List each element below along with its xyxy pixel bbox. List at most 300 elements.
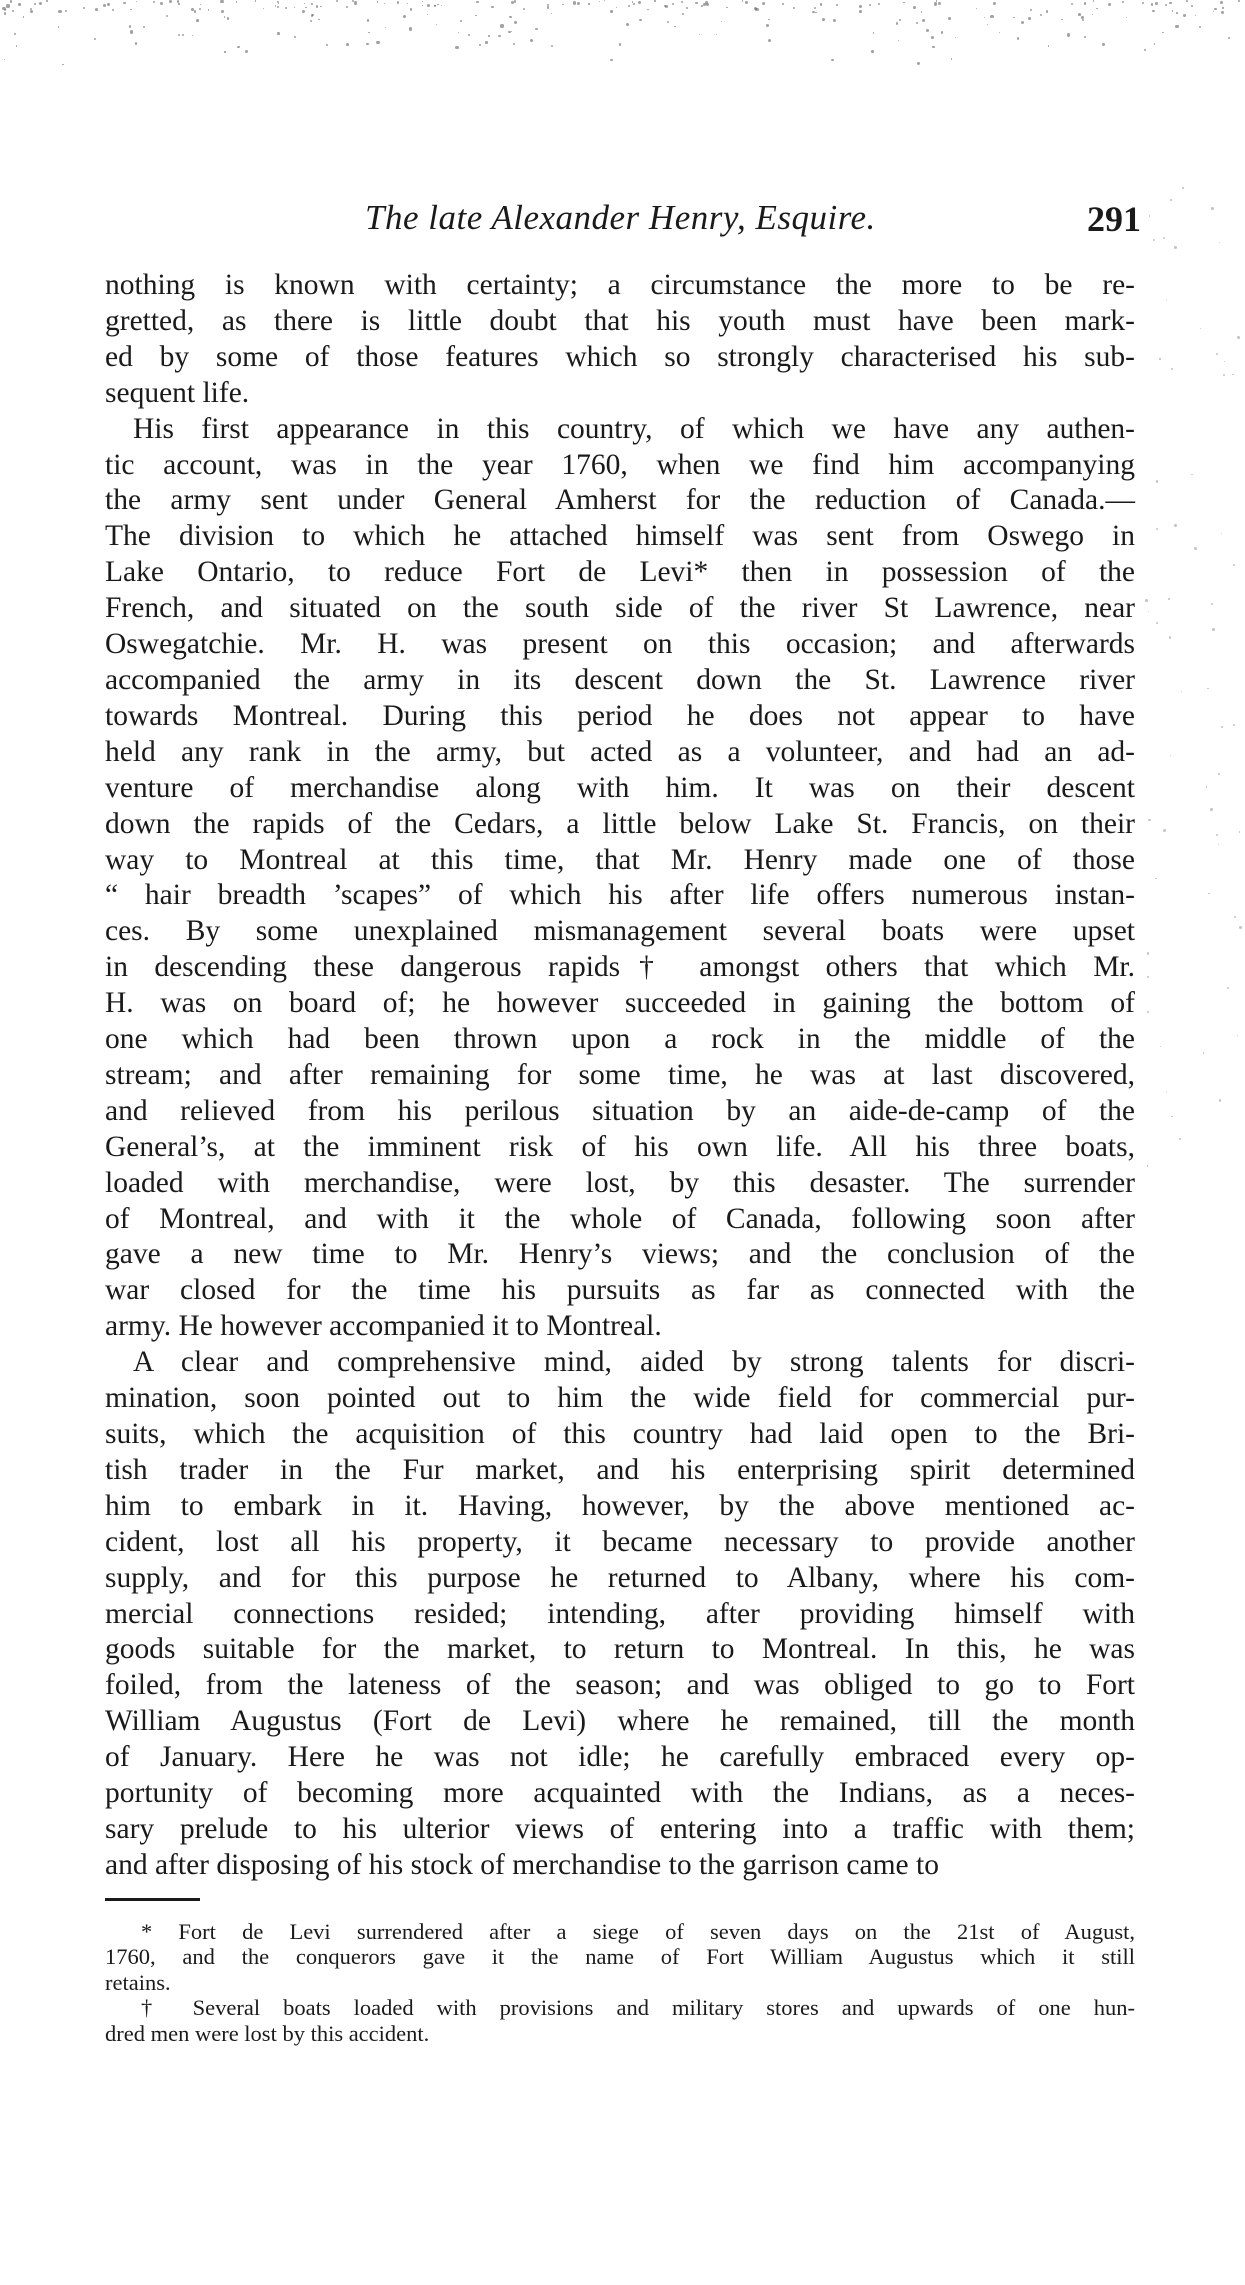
scan-speckle <box>815 12 816 13</box>
scan-speckle <box>1216 353 1218 355</box>
scan-speckle <box>200 4 201 5</box>
scan-speckle <box>762 2 765 5</box>
scan-speckle <box>14 33 16 35</box>
scan-speckle <box>4 12 7 15</box>
scan-speckle <box>227 17 229 19</box>
book-page <box>105 198 1141 2046</box>
scan-speckle <box>196 19 199 22</box>
scan-speckle <box>1126 17 1128 19</box>
text-line: cident, lost all his property, it became necessary to provide another <box>105 1525 1135 1558</box>
scan-speckle <box>107 3 109 5</box>
footnote-line: † Several boats loaded with provisions and military stores and upwards of one hun- <box>141 1995 1135 2021</box>
scan-speckle <box>682 13 684 15</box>
footnote-line: 1760, and the conquerors gave it the name of Fort William Augustus which it still <box>105 1944 1135 1970</box>
footnote-line: * Fort de Levi surrendered after a siege of seven days on the 21st of August, <box>141 1918 1135 1944</box>
scan-speckle <box>1147 976 1149 978</box>
scan-speckle <box>277 6 279 8</box>
text-line: supply, and for this purpose he returned to Albany, where his com- <box>105 1561 1135 1594</box>
scan-speckle <box>588 3 590 5</box>
scan-speckle <box>95 8 98 11</box>
scan-speckle <box>1238 0 1240 2</box>
scan-speckle <box>245 50 248 53</box>
scan-speckle <box>479 44 481 46</box>
scan-speckle <box>1191 474 1193 476</box>
scan-speckle <box>1207 688 1209 690</box>
scan-speckle <box>667 21 669 23</box>
text-line: army. He however accompanied it to Montreal. <box>105 1310 662 1343</box>
scan-speckle <box>346 43 349 46</box>
text-line: accompanied the army in its descent down the St. Lawrence river <box>105 663 1135 696</box>
scan-speckle <box>1071 3 1073 5</box>
text-line: the army sent under General Amherst for the reduction of Canada.— <box>105 484 1135 517</box>
scan-speckle <box>681 1 683 3</box>
scan-speckle <box>178 34 180 36</box>
running-title: The late Alexander Henry, Esquire. <box>365 198 876 237</box>
scan-speckle <box>1212 628 1215 631</box>
scan-speckle <box>742 0 743 1</box>
scan-speckle <box>1171 1116 1172 1117</box>
scan-speckle <box>990 15 993 18</box>
scan-speckle <box>1224 361 1225 362</box>
text-line: goods suitable for the market, to return to Montreal. In this, he was <box>105 1633 1135 1666</box>
scan-speckle <box>934 2 937 5</box>
scan-speckle <box>530 39 533 42</box>
scan-speckle <box>460 20 463 23</box>
scan-speckle <box>455 46 458 49</box>
scan-speckle <box>277 32 280 35</box>
scan-speckle <box>30 10 33 13</box>
scan-speckle <box>1179 1138 1181 1140</box>
scan-speckle <box>1211 603 1213 605</box>
page-number: 291 <box>1087 199 1141 239</box>
scan-speckle <box>475 15 476 16</box>
scan-speckle <box>921 11 922 12</box>
scan-speckle <box>1160 1046 1162 1048</box>
text-line: The division to which he attached himself was sent from Oswego in <box>105 520 1135 553</box>
scan-speckle <box>922 19 925 22</box>
scan-speckle <box>367 19 370 22</box>
text-line: French, and situated on the south side of the river St Lawrence, near <box>105 592 1135 625</box>
scan-speckle <box>199 8 202 11</box>
scan-speckle <box>1147 1011 1149 1013</box>
scan-speckle <box>1237 336 1240 339</box>
scan-speckle <box>871 50 873 52</box>
scan-speckle <box>638 1 641 4</box>
scan-speckle <box>1102 43 1105 46</box>
scan-speckle <box>1122 1 1124 3</box>
scan-speckle <box>1216 834 1218 836</box>
text-line: sequent life. <box>105 376 250 409</box>
scan-speckle <box>1159 358 1160 359</box>
text-line: held any rank in the army, but acted as a volunteer, and had an ad- <box>105 735 1135 768</box>
scan-speckle <box>1208 893 1209 894</box>
scan-speckle <box>1234 916 1236 918</box>
scan-speckle <box>716 34 717 35</box>
scan-speckle <box>34 3 36 5</box>
scan-speckle <box>236 1 237 2</box>
scan-speckle <box>1206 786 1208 788</box>
scan-speckle <box>1084 36 1086 38</box>
scan-speckle <box>573 1 576 4</box>
scan-speckle <box>639 19 641 21</box>
scan-speckle <box>1155 878 1157 880</box>
scan-speckle <box>1030 9 1032 11</box>
scan-speckle <box>1170 755 1171 756</box>
scan-speckle <box>1182 187 1184 189</box>
text-line: gave a new time to Mr. Henry’s views; and the conclusion of the <box>105 1238 1135 1271</box>
scan-speckle <box>812 11 815 14</box>
scan-speckle <box>500 24 503 27</box>
scan-speckle <box>898 40 899 41</box>
scan-speckle <box>514 21 517 24</box>
scan-speckle <box>859 10 862 13</box>
scan-speckle <box>224 51 225 52</box>
scan-speckle <box>427 4 430 7</box>
footnote-rule <box>105 1898 200 1901</box>
scan-speckle <box>65 10 67 12</box>
scan-speckle <box>160 2 163 5</box>
scan-speckle <box>833 19 836 22</box>
scan-speckle <box>1169 2 1171 4</box>
scan-speckle <box>1092 14 1094 16</box>
scan-speckle <box>376 41 379 44</box>
scan-speckle <box>468 34 470 36</box>
scan-speckle <box>938 2 941 5</box>
scan-speckle <box>1222 7 1223 8</box>
scan-speckle <box>94 38 96 40</box>
scan-speckle <box>304 3 305 4</box>
scan-speckle <box>305 7 307 9</box>
scan-speckle <box>1148 819 1150 821</box>
scan-speckle <box>984 17 985 18</box>
scan-speckle <box>407 3 408 4</box>
scan-speckle <box>1221 11 1224 14</box>
scan-speckle <box>721 21 722 22</box>
scan-speckle <box>169 0 172 3</box>
scan-speckle <box>58 26 60 28</box>
scan-speckle <box>278 3 279 4</box>
scan-speckle <box>427 14 428 15</box>
scan-speckle <box>208 9 209 10</box>
scan-speckle <box>130 9 132 11</box>
scan-speckle <box>511 1 514 4</box>
scan-speckle <box>604 0 605 1</box>
scan-speckle <box>1156 622 1158 624</box>
scan-speckle <box>674 26 676 28</box>
scan-speckle <box>491 6 494 9</box>
scan-speckle <box>476 1 478 3</box>
scan-speckle <box>1108 3 1111 6</box>
scan-speckle <box>547 4 549 6</box>
scan-speckle <box>434 5 436 7</box>
scan-speckle <box>1191 5 1193 7</box>
scan-speckle <box>285 7 287 9</box>
scan-speckle <box>1210 808 1213 811</box>
scan-speckle <box>294 36 297 39</box>
scan-speckle <box>917 62 920 65</box>
scan-speckle <box>1233 724 1235 726</box>
text-line: and after disposing of his stock of merchandise to the garrison came to <box>105 1848 939 1881</box>
scan-speckle <box>616 7 617 8</box>
scan-speckle <box>1203 1052 1204 1053</box>
scan-speckle <box>896 22 899 25</box>
text-line: of January. Here he was not idle; he carefully embraced every op- <box>105 1741 1135 1774</box>
scan-speckle <box>302 10 305 13</box>
text-line: him to embark in it. Having, however, by the above mentioned ac- <box>105 1489 1135 1522</box>
scan-speckle <box>508 31 510 33</box>
scan-speckle <box>1218 844 1219 845</box>
scan-speckle <box>1013 17 1015 19</box>
text-line: Oswegatchie. Mr. H. was present on this occasion; and afterwards <box>105 628 1135 661</box>
scan-speckle <box>437 4 439 6</box>
text-line: General’s, at the imminent risk of his own life. All his three boats, <box>105 1130 1135 1163</box>
scan-speckle <box>1175 25 1178 28</box>
text-line: stream; and after remaining for some time, he was at last discovered, <box>105 1058 1135 1091</box>
scan-speckle <box>610 59 613 62</box>
scan-speckle <box>1149 215 1150 216</box>
text-line: one which had been thrown upon a rock in the middle of the <box>105 1023 1135 1056</box>
scan-speckle <box>672 3 674 5</box>
scan-speckle <box>936 0 938 2</box>
scan-speckle <box>129 25 131 27</box>
text-line: war closed for the time his pursuits as far as connected with the <box>105 1274 1135 1307</box>
scan-speckle <box>1221 726 1223 728</box>
scan-speckle <box>1156 528 1158 530</box>
scan-speckle <box>18 3 21 6</box>
scan-speckle <box>619 43 622 46</box>
scan-speckle <box>354 1 357 4</box>
scan-speckle <box>1214 8 1216 10</box>
scan-speckle <box>1168 598 1169 599</box>
scan-speckle <box>878 3 880 5</box>
scan-speckle <box>1211 207 1214 210</box>
scan-speckle <box>999 32 1001 34</box>
scan-speckle <box>654 0 655 1</box>
scan-speckle <box>1061 19 1062 20</box>
scan-speckle <box>1174 524 1176 526</box>
scan-speckle <box>768 39 771 42</box>
scan-speckle <box>1232 374 1234 376</box>
text-line: sary prelude to his ulterior views of entering into a traffic with them; <box>105 1812 1135 1845</box>
scan-speckle <box>275 5 276 6</box>
scan-speckle <box>488 35 490 37</box>
scan-speckle <box>822 18 825 21</box>
scan-speckle <box>768 19 770 21</box>
scan-speckle <box>1228 37 1230 39</box>
scan-speckle <box>336 0 338 2</box>
scan-speckle <box>745 1 748 4</box>
scan-speckle <box>511 31 512 32</box>
scan-speckle <box>1186 0 1188 2</box>
scan-speckle <box>782 3 784 5</box>
scan-speckle <box>39 2 42 5</box>
scan-speckle <box>551 45 553 47</box>
scan-speckle <box>1195 15 1196 16</box>
text-line: tish trader in the Fur market, and his enterprising spirit determined <box>105 1453 1135 1486</box>
scan-speckle <box>1163 829 1166 832</box>
scan-speckle <box>4 59 5 60</box>
text-line: ces. By some unexplained mismanagement several boats were upset <box>105 915 1135 948</box>
scan-speckle <box>153 1 155 3</box>
scan-speckle <box>135 42 138 45</box>
text-line: portunity of becoming more acquainted with the Indians, as a neces- <box>105 1777 1135 1810</box>
scan-speckle <box>143 26 145 28</box>
scan-speckle <box>1218 773 1220 775</box>
scan-speckle <box>1021 21 1024 24</box>
scan-speckle <box>112 9 114 11</box>
scan-speckle <box>976 8 977 9</box>
scan-speckle <box>793 7 796 10</box>
footnote-line: retains. <box>105 1969 171 1995</box>
scan-speckle <box>310 20 312 22</box>
scan-speckle <box>255 0 257 2</box>
scan-speckle <box>1148 611 1149 612</box>
scan-speckle <box>859 5 862 8</box>
scan-speckle <box>1172 10 1174 12</box>
scan-speckle <box>903 2 904 3</box>
scan-speckle <box>103 4 106 7</box>
scan-speckle <box>509 16 511 18</box>
scan-speckle <box>224 16 226 18</box>
scan-speckle <box>701 5 703 7</box>
scan-speckle <box>62 64 63 65</box>
scan-speckle <box>1155 2 1158 5</box>
scan-speckle <box>16 45 17 46</box>
text-line: A clear and comprehensive mind, aided by strong talents for discri- <box>133 1346 1135 1379</box>
scan-speckle <box>1174 246 1177 249</box>
scan-speckle <box>1153 239 1155 241</box>
text-line: down the rapids of the Cedars, a little below Lake St. Francis, on their <box>105 807 1135 840</box>
scan-speckle <box>523 8 525 10</box>
scan-speckle <box>1028 17 1031 20</box>
scan-speckle <box>1145 599 1148 602</box>
text-line: ed by some of those features which so strongly characterised his sub- <box>105 340 1135 373</box>
scan-speckle <box>83 7 85 9</box>
text-line: tic account, was in the year 1760, when we find him accompanying <box>105 448 1135 481</box>
text-line: of Montreal, and with it the whole of Canada, following soon after <box>105 1202 1135 1235</box>
scan-speckle <box>1183 14 1186 17</box>
scan-speckle <box>1096 8 1098 10</box>
scan-speckle <box>820 3 822 5</box>
scan-speckle <box>577 2 580 5</box>
scan-speckle <box>869 4 871 6</box>
scan-speckle <box>366 43 368 45</box>
scan-speckle <box>628 5 630 7</box>
scan-speckle <box>498 35 500 37</box>
scan-speckle <box>873 32 875 34</box>
scan-speckle <box>320 6 321 7</box>
scan-speckle <box>931 36 934 39</box>
scan-speckle <box>46 0 47 1</box>
scan-speckle <box>941 31 943 33</box>
scan-speckle <box>1082 19 1084 21</box>
scan-speckle <box>1219 242 1220 243</box>
scan-speckle <box>948 17 951 20</box>
scan-speckle <box>1166 299 1167 300</box>
scan-speckle <box>899 19 901 21</box>
scan-speckle <box>136 1 137 2</box>
text-line: William Augustus (Fort de Levi) where he remained, till the month <box>105 1705 1135 1738</box>
scan-speckle <box>1162 32 1163 33</box>
scan-speckle <box>1199 26 1201 28</box>
scan-speckle <box>277 1 279 3</box>
scan-speckle <box>178 3 179 4</box>
scan-speckle <box>599 1 601 3</box>
scan-speckle <box>951 58 953 60</box>
scan-speckle <box>1194 547 1197 550</box>
text-line: suits, which the acquisition of this country had laid open to the Bri- <box>105 1418 1135 1450</box>
scan-speckle <box>1163 237 1165 239</box>
scan-speckle <box>1169 636 1172 639</box>
scan-speckle <box>547 6 549 8</box>
scan-speckle <box>192 35 193 36</box>
scan-speckle <box>220 0 223 3</box>
scan-speckle <box>814 7 816 9</box>
text-line: Lake Ontario, to reduce Fort de Levi* then in possession of the <box>105 556 1135 589</box>
scan-speckle <box>263 8 264 9</box>
scan-speckle <box>130 30 133 33</box>
scan-speckle <box>695 2 697 4</box>
text-line: venture of merchandise along with him. It was on their descent <box>105 771 1135 804</box>
scan-speckle <box>237 46 239 48</box>
scan-speckle <box>1152 10 1155 13</box>
text-line: towards Montreal. During this period he does not appear to have <box>105 699 1135 732</box>
scan-speckle <box>1084 2 1087 5</box>
scan-speckle <box>123 2 125 4</box>
text-line: mercial connections resided; intending, after providing himself with <box>105 1597 1135 1630</box>
text-line: H. was on board of; he however succeeded in gaining the bottom of <box>105 987 1135 1020</box>
scan-speckle <box>1154 43 1156 45</box>
scan-speckle <box>562 4 563 5</box>
scan-speckle <box>318 19 319 20</box>
scan-speckle <box>699 34 700 35</box>
scan-speckle <box>397 1 400 4</box>
text-line: way to Montreal at this time, that Mr. Henry made one of those <box>105 843 1135 876</box>
scan-speckle <box>955 37 956 38</box>
scan-speckle <box>665 5 668 8</box>
scan-speckle <box>194 10 196 12</box>
scan-speckle <box>686 7 688 9</box>
scan-speckle <box>1165 4 1168 7</box>
scan-speckle <box>610 10 613 13</box>
scan-speckle <box>4 9 7 12</box>
scan-speckle <box>458 32 459 33</box>
scan-speckle <box>1048 45 1049 46</box>
scan-speckle <box>316 5 318 7</box>
text-line: His first appearance in this country, of which we have any authen- <box>133 412 1135 445</box>
scan-speckle <box>485 41 488 44</box>
scan-speckle <box>346 6 348 8</box>
scan-speckle <box>385 27 386 28</box>
scan-speckle <box>1219 1099 1221 1101</box>
scan-speckle <box>932 46 934 48</box>
footnotes <box>105 1919 1135 2047</box>
scan-speckle <box>926 29 929 32</box>
scan-speckle <box>1176 12 1178 14</box>
scan-speckle <box>182 34 185 37</box>
scan-speckle <box>403 15 406 18</box>
scan-speckle <box>1171 368 1173 370</box>
scan-speckle <box>422 5 423 6</box>
scan-speckle <box>1220 1 1223 4</box>
scan-speckle <box>166 15 168 17</box>
scan-speckle <box>551 13 552 14</box>
scan-speckle <box>726 7 728 9</box>
scan-speckle <box>10 0 13 3</box>
scan-speckle <box>632 1 634 3</box>
scan-speckle <box>1181 691 1182 692</box>
scan-speckle <box>1170 199 1172 201</box>
